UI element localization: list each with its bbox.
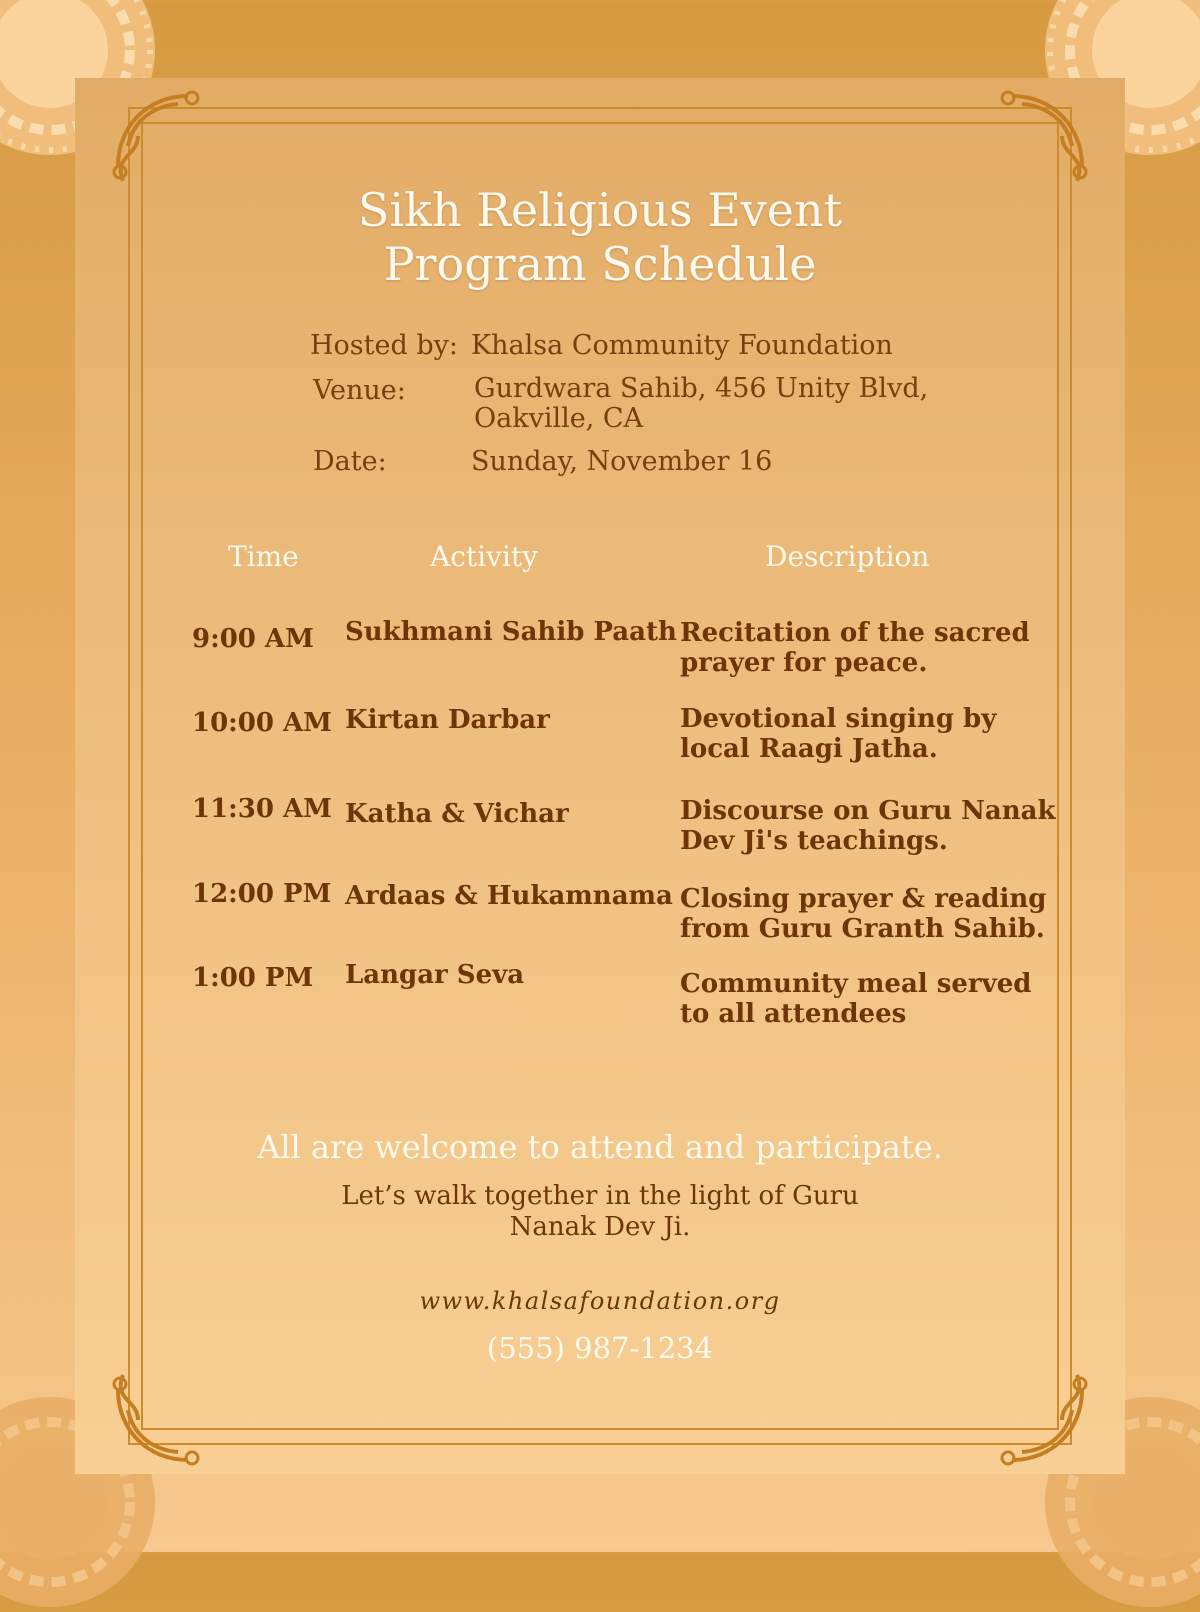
row-description-line-1: Discourse on Guru Nanak bbox=[680, 796, 1056, 826]
row-description-line-2: local Raagi Jatha. bbox=[680, 734, 938, 764]
title-line-2: Program Schedule bbox=[383, 237, 817, 291]
date-value: Sunday, November 16 bbox=[471, 446, 773, 477]
page-title bbox=[0, 183, 1200, 291]
title-line-1: Sikh Religious Event bbox=[357, 183, 843, 237]
row-description-line-1: Devotional singing by bbox=[680, 704, 997, 734]
venue-label: Venue: bbox=[313, 375, 406, 406]
flourish-top-left-icon bbox=[108, 86, 218, 196]
row-description bbox=[680, 796, 1056, 856]
row-description bbox=[680, 969, 1031, 1029]
event-info bbox=[310, 331, 1010, 491]
closing-message bbox=[0, 1181, 1200, 1243]
date-label: Date: bbox=[313, 446, 387, 477]
hosted-value: Khalsa Community Foundation bbox=[471, 330, 893, 361]
row-activity: Langar Seva bbox=[345, 960, 525, 990]
row-time: 11:30 AM bbox=[192, 794, 332, 824]
flourish-bottom-right-icon bbox=[982, 1360, 1092, 1470]
row-time: 1:00 PM bbox=[192, 963, 314, 993]
header-activity: Activity bbox=[430, 540, 538, 573]
row-description bbox=[680, 704, 996, 764]
row-description-line-2: Dev Ji's teachings. bbox=[680, 826, 948, 856]
closing-line-2: Nanak Dev Ji. bbox=[509, 1212, 691, 1242]
row-activity: Sukhmani Sahib Paath bbox=[345, 617, 677, 647]
header-time: Time bbox=[228, 540, 299, 573]
row-time: 10:00 AM bbox=[192, 708, 332, 738]
row-description-line-2: prayer for peace. bbox=[680, 648, 928, 678]
header-description: Description bbox=[765, 540, 930, 573]
row-time: 12:00 PM bbox=[192, 879, 332, 909]
phone-number[interactable]: (555) 987-1234 bbox=[486, 1331, 714, 1365]
row-activity: Kirtan Darbar bbox=[345, 705, 550, 735]
venue-line-1: Gurdwara Sahib, 456 Unity Blvd, bbox=[474, 373, 929, 404]
row-description-line-2: to all attendees bbox=[680, 999, 907, 1029]
row-description-line-2: from Guru Granth Sahib. bbox=[680, 914, 1045, 944]
website-link[interactable]: www.khalsafoundation.org bbox=[419, 1287, 781, 1315]
row-description bbox=[680, 618, 1030, 678]
row-description-line-1: Closing prayer & reading bbox=[680, 884, 1047, 914]
row-description-line-1: Community meal served bbox=[680, 969, 1032, 999]
venue-line-2: Oakville, CA bbox=[474, 403, 644, 434]
closing-line-1: Let’s walk together in the light of Guru bbox=[341, 1181, 859, 1211]
flourish-bottom-left-icon bbox=[108, 1360, 218, 1470]
row-time: 9:00 AM bbox=[192, 624, 314, 654]
flourish-top-right-icon bbox=[982, 86, 1092, 196]
row-description-line-1: Recitation of the sacred bbox=[680, 618, 1030, 648]
row-activity: Ardaas & Hukamnama bbox=[345, 881, 673, 911]
row-description bbox=[680, 884, 1046, 944]
row-activity: Katha & Vichar bbox=[345, 799, 569, 829]
hosted-label: Hosted by: bbox=[310, 330, 458, 361]
welcome-message: All are welcome to attend and participate. bbox=[257, 1128, 943, 1166]
